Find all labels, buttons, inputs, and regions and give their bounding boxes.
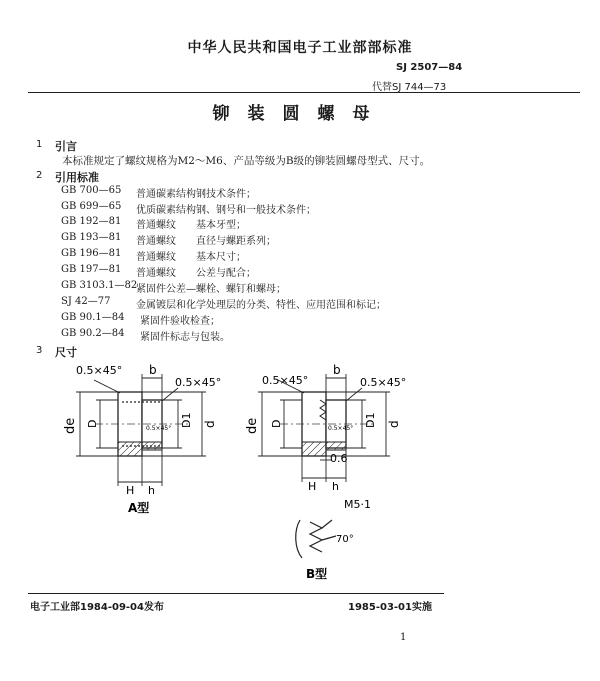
dim-b-label: b xyxy=(333,363,341,377)
section-text: 本标准规定了螺纹规格为M2～M6、产品等级为B级的铆装圆螺母型式、尺寸。 xyxy=(62,155,431,167)
dim-b-label: b xyxy=(149,363,157,377)
publisher-heading: 中华人民共和国电子工业部部标准 xyxy=(187,40,413,56)
dim-D-label: D xyxy=(270,419,283,428)
figure-b-caption: B型 xyxy=(306,567,328,581)
figure-type-a xyxy=(60,360,250,520)
reference-desc: 紧固件公差—螺栓、螺钉和螺母； xyxy=(136,284,286,295)
reference-code: GB 699—65 xyxy=(61,201,122,212)
section-title: 尺寸 xyxy=(55,346,77,359)
reference-desc: 普通碳素结构钢技术条件； xyxy=(136,189,256,200)
inner-chamfer-label: 0.5×45° xyxy=(146,425,172,432)
dim-d-label: d xyxy=(203,420,217,428)
thread-note: M5·1 xyxy=(344,498,371,511)
reference-desc: 优质碳素结构钢、钢号和一般技术条件； xyxy=(136,205,316,216)
reference-code: GB 197—81 xyxy=(61,264,122,275)
reference-code: SJ 42—77 xyxy=(61,296,111,307)
issue-date: 电子工业部1984-09-04发布 xyxy=(30,602,164,613)
section-number: 2 xyxy=(36,170,43,181)
chamfer-right-label: 0.5×45° xyxy=(360,376,407,389)
dim-h-label: h xyxy=(332,480,339,493)
reference-code: GB 700—65 xyxy=(61,185,122,196)
reference-desc: 紧固件标志与包装。 xyxy=(140,332,230,343)
reference-desc: 普通螺纹 直径与螺距系列； xyxy=(136,236,276,247)
dim-d-label: d xyxy=(387,420,401,428)
section-number: 1 xyxy=(36,139,43,150)
dim-06-label: 0.6 xyxy=(330,452,348,465)
reference-desc: 普通螺纹 基本尺寸； xyxy=(136,252,246,263)
reference-code: GB 196—81 xyxy=(61,248,122,259)
inner-chamfer-label: 0.5×45° xyxy=(328,425,354,432)
angle-label: 70° xyxy=(336,534,354,545)
reference-desc: 普通螺纹 公差与配合； xyxy=(136,268,256,279)
section-title: 引言 xyxy=(55,140,77,153)
replaces-code: 代替SJ 744—73 xyxy=(372,82,447,93)
figure-a-caption: A型 xyxy=(128,501,150,515)
knurl-detail-icon xyxy=(296,520,336,558)
reference-desc: 金属镀层和化学处理层的分类、特性、应用范围和标记； xyxy=(136,300,386,311)
dim-H-label: H xyxy=(126,484,135,497)
dim-D1-label: D1 xyxy=(180,412,193,428)
reference-desc: 紧固件验收检查； xyxy=(140,316,220,327)
header-rule xyxy=(28,92,580,93)
effective-date: 1985-03-01实施 xyxy=(348,602,432,613)
section-title: 引用标准 xyxy=(55,171,99,184)
standard-code: SJ 2507—84 xyxy=(396,62,463,73)
section-number: 3 xyxy=(36,345,43,356)
document-title: 铆装圆螺母 xyxy=(212,104,388,124)
dim-D1-label: D1 xyxy=(364,412,377,428)
footer-rule xyxy=(28,593,444,594)
dim-H-label: H xyxy=(308,480,317,493)
dim-D-label: D xyxy=(86,419,99,428)
chamfer-left-label: 0.5×45° xyxy=(262,374,309,387)
dim-de-label: de xyxy=(245,417,260,434)
reference-code: GB 90.2—84 xyxy=(61,328,125,339)
reference-code: GB 193—81 xyxy=(61,232,122,243)
dim-h-label: h xyxy=(148,484,155,497)
reference-code: GB 90.1—84 xyxy=(61,312,125,323)
reference-desc: 普通螺纹 基本牙型； xyxy=(136,220,246,231)
reference-code: GB 3103.1—82 xyxy=(61,280,138,291)
dim-de-label: de xyxy=(63,417,78,434)
figure-type-b xyxy=(240,360,430,585)
page-number: 1 xyxy=(400,632,407,643)
chamfer-right-label: 0.5×45° xyxy=(175,376,222,389)
reference-code: GB 192—81 xyxy=(61,216,122,227)
chamfer-left-label: 0.5×45° xyxy=(76,364,123,377)
